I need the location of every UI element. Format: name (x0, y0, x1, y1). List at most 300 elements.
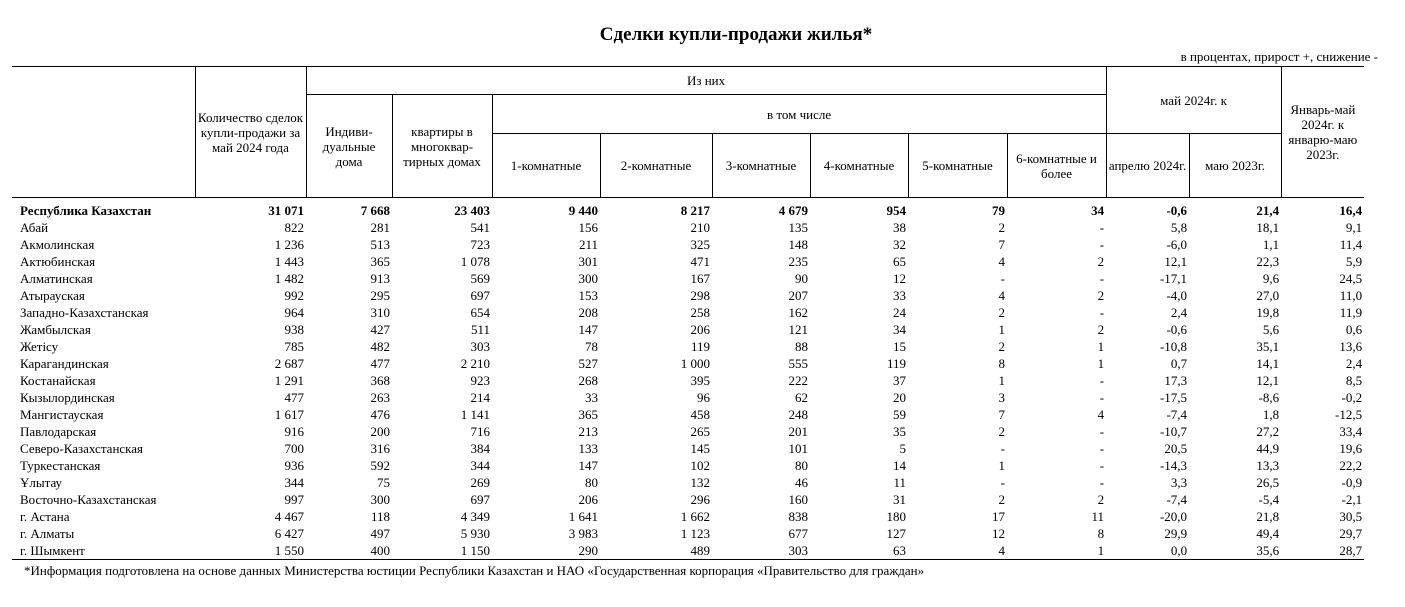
table-cell: 200 (370, 424, 390, 439)
table-cell: 24,5 (1339, 271, 1363, 286)
table-cell: 3,3 (1170, 475, 1188, 490)
table-row (12, 219, 1364, 236)
table-cell: 269 (470, 475, 490, 490)
table-cell: 62 (795, 390, 808, 405)
table-cell: - (1000, 271, 1005, 286)
table-row (12, 372, 1364, 389)
table-cell: 12 (992, 526, 1005, 541)
table-cell: 365 (370, 254, 390, 269)
table-cell: 167 (690, 271, 710, 286)
region-name: Северо-Казахстанская (20, 441, 144, 456)
region-name: Абай (20, 220, 49, 235)
table-row (12, 236, 1364, 253)
header-apartments: квартиры в многоквар-тирных домах (392, 95, 492, 198)
table-cell: 27,2 (1256, 424, 1280, 439)
header-of-them: Из них (306, 67, 1106, 95)
region-name: Жетісу (20, 339, 59, 354)
table-cell: 206 (690, 322, 710, 337)
table-cell: 11,4 (1339, 237, 1363, 252)
table-cell: 31 (893, 492, 906, 507)
table-cell: 1 236 (274, 237, 304, 252)
table-cell: -10,7 (1159, 424, 1188, 439)
table-cell: 697 (470, 492, 490, 507)
table-cell: 527 (578, 356, 598, 371)
page-title: Сделки купли-продажи жилья* (599, 24, 873, 45)
table-row (12, 508, 1364, 525)
table-cell: 1 550 (195, 542, 306, 560)
region-name: г. Алматы (20, 526, 75, 541)
table-row (12, 457, 1364, 474)
table-cell: 310 (370, 305, 390, 320)
header-3-room: 3-комнатные (712, 134, 810, 198)
table-cell: 303 (712, 542, 810, 560)
region-name: г. Шымкент (12, 542, 195, 560)
table-cell: 32 (893, 237, 906, 252)
table-cell: 1 078 (460, 254, 490, 269)
table-cell: 1 150 (392, 542, 492, 560)
table-cell: 9,6 (1262, 271, 1280, 286)
housing-deals-table (12, 66, 1364, 560)
table-cell: - (1099, 458, 1105, 473)
table-cell: -0,9 (1341, 475, 1363, 490)
table-cell: 785 (284, 339, 304, 354)
table-row (12, 406, 1364, 423)
table-cell: -14,3 (1159, 458, 1188, 473)
table-cell: 263 (370, 390, 390, 405)
table-cell: 923 (470, 373, 490, 388)
table-cell: 7 (998, 407, 1005, 422)
table-cell: 13,3 (1256, 458, 1280, 473)
table-cell: 265 (690, 424, 710, 439)
table-cell: 79 (992, 203, 1005, 218)
table-cell: 35,1 (1256, 339, 1280, 354)
table-cell: 8 (998, 356, 1005, 371)
table-cell: 235 (788, 254, 808, 269)
table-cell: 65 (893, 254, 906, 269)
table-cell: 20 (893, 390, 906, 405)
table-cell: 214 (470, 390, 490, 405)
region-name: Восточно-Казахстанская (20, 492, 157, 507)
table-cell: 268 (578, 373, 598, 388)
table-cell: 838 (788, 509, 808, 524)
table-cell: 180 (886, 509, 906, 524)
table-cell: 119 (886, 356, 906, 371)
table-row (12, 198, 1364, 220)
table-cell: - (1099, 220, 1105, 235)
table-cell: 477 (284, 390, 304, 405)
table-cell: 569 (470, 271, 490, 286)
table-cell: 121 (788, 322, 808, 337)
table-body (12, 198, 1364, 560)
table-cell: 31 071 (268, 203, 304, 218)
table-cell: 400 (306, 542, 392, 560)
table-cell: 1 (998, 373, 1005, 388)
region-name: Актюбинская (20, 254, 96, 269)
table-cell: 1 141 (460, 407, 490, 422)
table-cell: 1,8 (1262, 407, 1280, 422)
table-cell: - (1000, 475, 1005, 490)
table-cell: 482 (370, 339, 390, 354)
unit-note: в процентах, прирост +, снижение - (1180, 49, 1378, 64)
table-header (12, 67, 1364, 198)
region-name: Ұлытау (20, 475, 63, 490)
table-cell: 11,9 (1339, 305, 1363, 320)
table-cell: 2 (1097, 288, 1105, 303)
table-row (12, 440, 1364, 457)
table-cell: 5 (899, 441, 906, 456)
header-individual: Индиви-дуальные дома (306, 95, 392, 198)
table-cell: 12 (893, 271, 906, 286)
table-cell: 5,6 (1262, 322, 1280, 337)
table-cell: 21,4 (1256, 203, 1280, 218)
table-cell: -7,4 (1166, 492, 1188, 507)
table-cell: 17,3 (1164, 373, 1188, 388)
region-name: Павлодарская (20, 424, 97, 439)
table-cell: 677 (788, 526, 808, 541)
table-cell: 207 (788, 288, 808, 303)
table-cell: -12,5 (1334, 407, 1363, 422)
table-cell: 700 (284, 441, 304, 456)
table-cell: 34 (1091, 203, 1105, 218)
table-cell: -17,1 (1159, 271, 1188, 286)
table-cell: 33,4 (1339, 424, 1363, 439)
table-cell: 723 (470, 237, 490, 252)
table-cell: 12,1 (1164, 254, 1188, 269)
table-cell: 1 123 (680, 526, 710, 541)
table-cell: 1 617 (274, 407, 304, 422)
table-cell: 80 (585, 475, 598, 490)
table-cell: 78 (585, 339, 598, 354)
table-cell: 46 (795, 475, 808, 490)
table-cell: 127 (886, 526, 906, 541)
table-cell: 35,6 (1189, 542, 1281, 560)
header-may-2023: маю 2023г. (1189, 134, 1281, 198)
header-count: Количество сделок купли-продажи за май 2024 года (195, 67, 306, 198)
table-cell: 997 (284, 492, 304, 507)
table-cell: 102 (690, 458, 710, 473)
table-cell: 33 (585, 390, 598, 405)
table-cell: 2 (1097, 254, 1105, 269)
table-cell: 34 (893, 322, 906, 337)
table-cell: 18,1 (1256, 220, 1280, 235)
table-cell: 14 (893, 458, 906, 473)
table-cell: 258 (690, 305, 710, 320)
table-cell: 26,5 (1256, 475, 1280, 490)
table-cell: 88 (795, 339, 808, 354)
table-cell: 4 (908, 542, 1007, 560)
table-cell: 213 (578, 424, 598, 439)
header-may-to: май 2024г. к (1106, 67, 1281, 134)
table-cell: 37 (893, 373, 906, 388)
table-cell: 145 (690, 441, 710, 456)
table-cell: 2,4 (1345, 356, 1363, 371)
table-cell: - (1000, 441, 1005, 456)
footnote: *Информация подготовлена на основе данных Министерства юстиции Республики Казахстан и НАО «Государственная корпорация «Правительство для граждан» (24, 563, 925, 578)
table-cell: 1 662 (680, 509, 710, 524)
table-cell: 368 (370, 373, 390, 388)
table-cell: 44,9 (1256, 441, 1280, 456)
table-cell: 101 (788, 441, 808, 456)
table-cell: 35 (893, 424, 906, 439)
table-cell: -0,2 (1341, 390, 1363, 405)
table-row (12, 389, 1364, 406)
table-cell: 296 (690, 492, 710, 507)
table-cell: -20,0 (1159, 509, 1188, 524)
table-cell: 23 403 (454, 203, 490, 218)
table-cell: 1 (1097, 356, 1105, 371)
table-cell: 513 (370, 237, 390, 252)
table-cell: 1 000 (680, 356, 710, 371)
table-cell: 954 (886, 203, 906, 218)
table-cell: 497 (370, 526, 390, 541)
table-cell: - (1099, 441, 1105, 456)
table-cell: 11,0 (1339, 288, 1363, 303)
table-cell: 654 (470, 305, 490, 320)
table-cell: 300 (578, 271, 598, 286)
table-row (12, 355, 1364, 372)
table-cell: 301 (578, 254, 598, 269)
region-name: Мангистауская (20, 407, 104, 422)
table-cell: 29,9 (1164, 526, 1188, 541)
table-cell: 3 983 (568, 526, 598, 541)
header-6-room: 6-комнатные и более (1007, 134, 1106, 198)
table-cell: 147 (578, 458, 598, 473)
table-cell: 2 (998, 424, 1005, 439)
table-cell: 4 (1097, 407, 1105, 422)
table-cell: 27,0 (1256, 288, 1280, 303)
table-cell: 22,2 (1339, 458, 1363, 473)
table-cell: 153 (578, 288, 598, 303)
table-cell: 156 (578, 220, 598, 235)
header-including: в том числе (492, 95, 1106, 134)
table-cell: 19,8 (1256, 305, 1280, 320)
table-cell: 4 (998, 288, 1005, 303)
table-cell: 2 (998, 220, 1005, 235)
table-cell: 511 (470, 322, 490, 337)
table-cell: -0,6 (1166, 322, 1188, 337)
table-cell: 11 (1091, 509, 1105, 524)
region-name: Алматинская (20, 271, 93, 286)
header-jan-may: Январь-май 2024г. к январю-маю 2023г. (1281, 67, 1364, 198)
table-cell: 96 (697, 390, 710, 405)
table-cell: 1 (998, 458, 1005, 473)
table-cell: 4 467 (274, 509, 304, 524)
table-cell: 160 (788, 492, 808, 507)
table-row (12, 321, 1364, 338)
table-cell: 344 (470, 458, 490, 473)
table-cell: 1 (998, 322, 1005, 337)
table-cell: 5,8 (1170, 220, 1188, 235)
table-cell: 90 (795, 271, 808, 286)
table-cell: 208 (578, 305, 598, 320)
header-5-room: 5-комнатные (908, 134, 1007, 198)
table-cell: 28,7 (1281, 542, 1364, 560)
table-row (12, 474, 1364, 491)
table-cell: 4 679 (778, 203, 808, 218)
table-cell: 3 (998, 390, 1005, 405)
header-1-room: 1-комнатные (492, 134, 600, 198)
table-cell: 6 427 (274, 526, 304, 541)
table-cell: 1 482 (274, 271, 304, 286)
table-row (12, 270, 1364, 287)
region-name: Карагандинская (20, 356, 109, 371)
table-cell: 16,4 (1339, 203, 1363, 218)
table-cell: 325 (690, 237, 710, 252)
table-cell: 8,5 (1345, 373, 1363, 388)
table-cell: 964 (284, 305, 304, 320)
table-cell: 9,1 (1345, 220, 1363, 235)
region-name: Жамбылская (20, 322, 91, 337)
table-cell: 29,7 (1339, 526, 1363, 541)
table-cell: 303 (470, 339, 490, 354)
table-cell: -6,0 (1166, 237, 1188, 252)
table-row (12, 304, 1364, 321)
table-cell: 59 (893, 407, 906, 422)
table-cell: 201 (788, 424, 808, 439)
table-cell: 4 (998, 254, 1005, 269)
table-cell: 147 (578, 322, 598, 337)
table-cell: 427 (370, 322, 390, 337)
table-cell: 135 (788, 220, 808, 235)
table-row (12, 338, 1364, 355)
table-cell: -5,4 (1258, 492, 1280, 507)
table-cell: 2 (1097, 322, 1105, 337)
table-cell: 210 (690, 220, 710, 235)
table-cell: 24 (893, 305, 906, 320)
table-cell: - (1099, 237, 1105, 252)
table-cell: 19,6 (1339, 441, 1363, 456)
table-cell: 344 (284, 475, 304, 490)
region-name: Кызылординская (20, 390, 115, 405)
table-cell: 7 668 (360, 203, 390, 218)
table-cell: 133 (578, 441, 598, 456)
table-cell: 11 (893, 475, 906, 490)
table-cell: 0,6 (1345, 322, 1363, 337)
region-name: Атырауская (20, 288, 85, 303)
table-cell: 132 (690, 475, 710, 490)
header-4-room: 4-комнатные (810, 134, 908, 198)
table-cell: - (1099, 305, 1105, 320)
table-cell: - (1099, 373, 1105, 388)
table-cell: 471 (690, 254, 710, 269)
table-cell: 476 (370, 407, 390, 422)
table-cell: 33 (893, 288, 906, 303)
table-cell: 17 (992, 509, 1005, 524)
region-name: г. Астана (20, 509, 70, 524)
table-cell: 541 (470, 220, 490, 235)
table-cell: 49,4 (1256, 526, 1280, 541)
table-cell: 0,0 (1106, 542, 1189, 560)
table-cell: 2 210 (460, 356, 490, 371)
table-cell: 12,1 (1256, 373, 1280, 388)
table-cell: 22,3 (1256, 254, 1280, 269)
region-name: Костанайская (20, 373, 96, 388)
table-cell: 75 (377, 475, 390, 490)
table-cell: 206 (578, 492, 598, 507)
table-cell: 1,1 (1262, 237, 1280, 252)
table-cell: -0,6 (1166, 203, 1188, 218)
table-cell: 295 (370, 288, 390, 303)
table-cell: 916 (284, 424, 304, 439)
table-cell: 1 443 (274, 254, 304, 269)
table-cell: 697 (470, 288, 490, 303)
table-cell: 148 (788, 237, 808, 252)
table-cell: 8 217 (680, 203, 710, 218)
table-cell: 4 349 (460, 509, 490, 524)
table-cell: -8,6 (1258, 390, 1280, 405)
table-cell: - (1099, 424, 1105, 439)
table-cell: 7 (998, 237, 1005, 252)
table-cell: 9 440 (568, 203, 598, 218)
table-cell: 395 (690, 373, 710, 388)
table-cell: 992 (284, 288, 304, 303)
table-cell: 119 (690, 339, 710, 354)
table-cell: 300 (370, 492, 390, 507)
table-cell: 2 687 (274, 356, 304, 371)
table-cell: 281 (370, 220, 390, 235)
table-row (12, 287, 1364, 304)
table-cell: 592 (370, 458, 390, 473)
table-cell: -17,5 (1159, 390, 1188, 405)
table-cell: 8 (1097, 526, 1105, 541)
header-2-room: 2-комнатные (600, 134, 712, 198)
table-cell: 162 (788, 305, 808, 320)
table-cell: 14,1 (1256, 356, 1280, 371)
table-cell: 913 (370, 271, 390, 286)
table-cell: 15 (893, 339, 906, 354)
table-cell: 477 (370, 356, 390, 371)
header-april-2024: апрелю 2024г. (1106, 134, 1189, 198)
table-cell: 222 (788, 373, 808, 388)
table-cell: 298 (690, 288, 710, 303)
table-cell: 38 (893, 220, 906, 235)
table-cell: - (1099, 390, 1105, 405)
table-row (12, 491, 1364, 508)
table-row (12, 253, 1364, 270)
table-cell: 0,7 (1170, 356, 1188, 371)
table-cell: 248 (788, 407, 808, 422)
table-cell: 1 291 (274, 373, 304, 388)
table-cell: 384 (470, 441, 490, 456)
table-cell: 63 (810, 542, 908, 560)
table-cell: 5 930 (460, 526, 490, 541)
table-cell: 13,6 (1339, 339, 1363, 354)
table-cell: 458 (690, 407, 710, 422)
table-cell: 489 (600, 542, 712, 560)
table-row (12, 423, 1364, 440)
table-cell: - (1099, 271, 1105, 286)
region-name: Западно-Казахстанская (20, 305, 149, 320)
table-cell: 80 (795, 458, 808, 473)
region-name: Акмолинская (20, 237, 95, 252)
table-cell: 21,8 (1256, 509, 1280, 524)
table-cell: 365 (578, 407, 598, 422)
table-cell: 1 (1007, 542, 1106, 560)
table-cell: 2 (998, 492, 1005, 507)
table-row (12, 542, 1364, 560)
table-cell: 211 (578, 237, 598, 252)
table-cell: 118 (370, 509, 390, 524)
table-row (12, 525, 1364, 542)
table-cell: 2 (998, 339, 1005, 354)
table-cell: -10,8 (1159, 339, 1188, 354)
table-cell: -4,0 (1166, 288, 1188, 303)
table-cell: 2,4 (1170, 305, 1188, 320)
table-cell: 1 (1097, 339, 1105, 354)
table-cell: 316 (370, 441, 390, 456)
table-cell: 290 (492, 542, 600, 560)
table-cell: 555 (788, 356, 808, 371)
